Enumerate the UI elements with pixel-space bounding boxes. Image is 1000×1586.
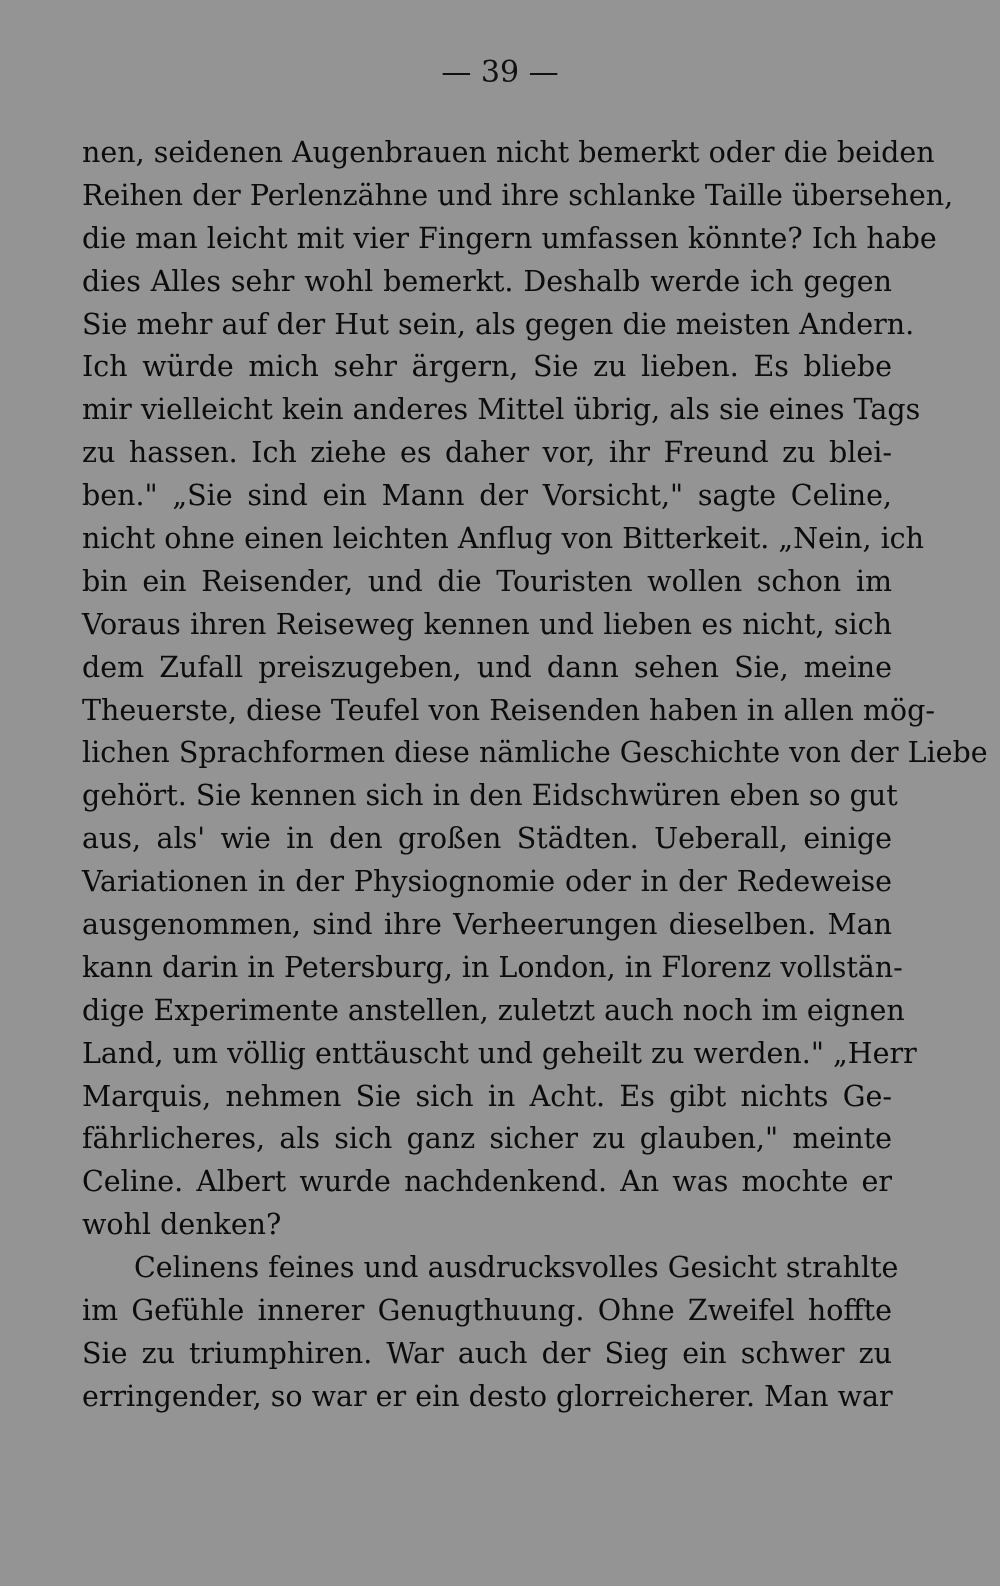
- text-line: im Gefühle innerer Genugthuung. Ohne Zweifel hoffte: [82, 1294, 892, 1328]
- text-line: Marquis, nehmen Sie sich in Acht. Es gibt nichts Ge-: [82, 1079, 892, 1113]
- text-line: nen, seidenen Augenbrauen nicht bemerkt oder die beiden: [82, 136, 935, 169]
- body-text: [82, 132, 988, 1419]
- text-line: Ich würde mich sehr ärgern, Sie zu lieben. Es bliebe: [82, 350, 892, 384]
- text-line: fährlicheres, als sich ganz sicher zu glauben," meinte: [82, 1122, 892, 1156]
- text-line: Theuerste, diese Teufel von Reisenden haben in allen mög-: [82, 693, 935, 727]
- text-line: Reihen der Perlenzähne und ihre schlanke Taille übersehen,: [82, 178, 954, 212]
- text-line: aus, als' wie in den großen Städten. Ueberall, einige: [82, 822, 892, 856]
- text-line: dies Alles sehr wohl bemerkt. Deshalb werde ich gegen: [82, 264, 892, 298]
- text-line: Celine. Albert wurde nachdenkend. An was mochte er: [82, 1165, 892, 1199]
- text-line: Sie mehr auf der Hut sein, als gegen die meisten Andern.: [82, 307, 915, 341]
- text-line: bin ein Reisender, und die Touristen wollen schon im: [82, 564, 892, 598]
- page-number: — 39 —: [441, 55, 559, 90]
- text-line: gehört. Sie kennen sich in den Eidschwüren eben so gut: [82, 779, 898, 813]
- text-line: Sie zu triumphiren. War auch der Sieg ein schwer zu: [82, 1336, 892, 1370]
- text-line: lichen Sprachformen diese nämliche Geschichte von der Liebe: [82, 736, 988, 770]
- text-line: Celinens feines und ausdrucksvolles Gesicht strahlte: [134, 1251, 899, 1285]
- text-line: ausgenommen, sind ihre Verheerungen dieselben. Man: [82, 908, 892, 942]
- text-line: dige Experimente anstellen, zuletzt auch noch im eignen: [82, 993, 905, 1027]
- text-line: Land, um völlig enttäuscht und geheilt zu werden." „Herr: [82, 1036, 917, 1070]
- text-line: dem Zufall preiszugeben, und dann sehen Sie, meine: [82, 650, 892, 684]
- text-line: wohl denken?: [82, 1208, 282, 1242]
- text-line: ben." „Sie sind ein Mann der Vorsicht," sagte Celine,: [82, 479, 892, 513]
- text-line: Variationen in der Physiognomie oder in der Redeweise: [82, 865, 892, 899]
- text-line: mir vielleicht kein anderes Mittel übrig, als sie eines Tags: [82, 393, 921, 427]
- text-line: erringender, so war er ein desto glorreicherer. Man war: [82, 1379, 893, 1413]
- text-line: kann darin in Petersburg, in London, in Florenz vollstän-: [82, 950, 903, 984]
- text-line: nicht ohne einen leichten Anflug von Bitterkeit. „Nein, ich: [82, 522, 925, 556]
- text-line: die man leicht mit vier Fingern umfassen könnte? Ich habe: [82, 221, 937, 255]
- text-line: Voraus ihren Reiseweg kennen und lieben es nicht, sich: [82, 607, 892, 641]
- text-line: zu hassen. Ich ziehe es daher vor, ihr Freund zu blei-: [82, 436, 892, 470]
